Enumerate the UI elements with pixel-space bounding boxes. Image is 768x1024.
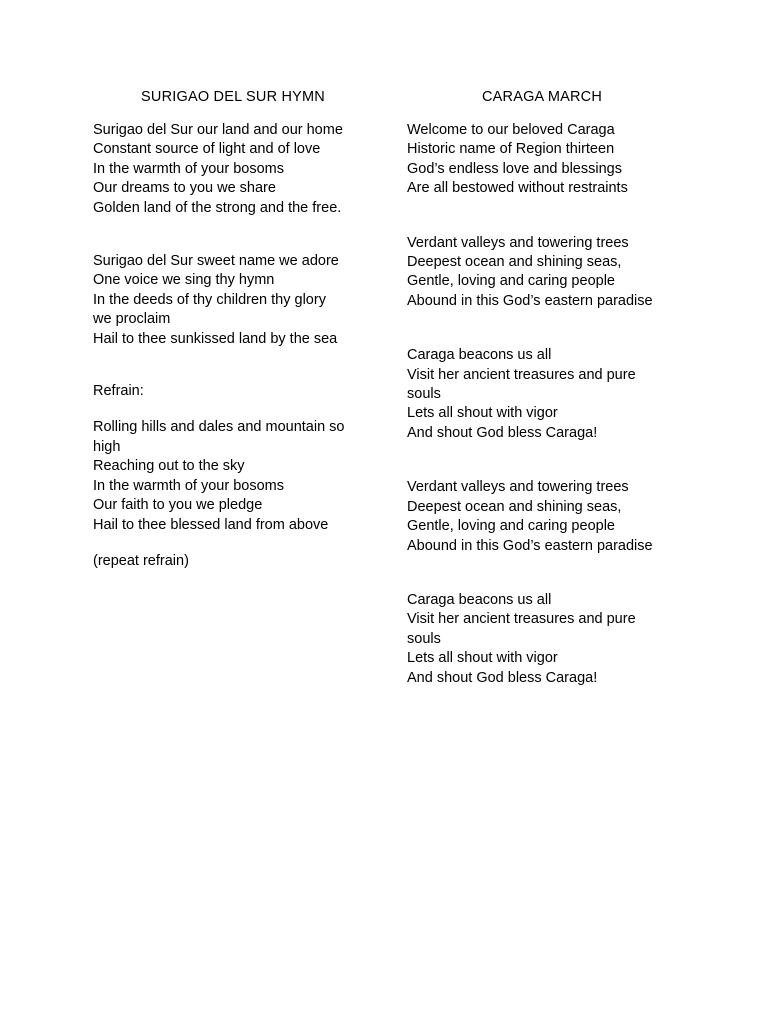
lyric-line: Reaching out to the sky bbox=[93, 458, 245, 475]
caraga-stanza-5 bbox=[407, 591, 697, 688]
lyric-line: Caraga beacons us all bbox=[407, 591, 552, 608]
lyric-line: Lets all shout with vigor bbox=[407, 650, 558, 667]
lyric-line: Surigao del Sur our land and our home bbox=[93, 122, 343, 138]
lyric-line: Our dreams to you we share bbox=[93, 180, 276, 197]
lyric-line: Visit her ancient treasures and pure bbox=[407, 611, 636, 628]
lyric-line: Abound in this God’s eastern paradise bbox=[407, 537, 653, 554]
lyric-line: Caraga beacons us all bbox=[407, 347, 552, 364]
lyric-line: Deepest ocean and shining seas, bbox=[407, 254, 622, 271]
lyric-line: And shout God bless Caraga! bbox=[407, 424, 598, 441]
surigao-hymn-title: SURIGAO DEL SUR HYMN bbox=[141, 89, 325, 105]
lyric-line: Constant source of light and of love bbox=[93, 141, 321, 158]
lyric-line: Are all bestowed without restraints bbox=[407, 180, 628, 197]
lyric-line: One voice we sing thy hymn bbox=[93, 272, 275, 289]
lyric-line: Abound in this God’s eastern paradise bbox=[407, 292, 653, 309]
lyric-line: Deepest ocean and shining seas, bbox=[407, 498, 622, 515]
lyric-line: Surigao del Sur sweet name we adore bbox=[93, 253, 339, 270]
repeat-refrain-note: (repeat refrain) bbox=[93, 552, 189, 569]
lyric-line: Hail to thee blessed land from above bbox=[93, 516, 329, 533]
refrain-label: Refrain: bbox=[93, 383, 144, 400]
lyric-line: God’s endless love and blessings bbox=[407, 160, 622, 177]
lyric-line: souls bbox=[407, 386, 441, 403]
lyric-line: souls bbox=[407, 630, 441, 647]
lyric-line: Welcome to our beloved Caraga bbox=[407, 122, 615, 138]
lyric-line: In the warmth of your bosoms bbox=[93, 477, 284, 494]
lyric-line: Verdant valleys and towering trees bbox=[407, 234, 629, 251]
caraga-march-column bbox=[407, 88, 697, 688]
caraga-stanza-4 bbox=[407, 478, 697, 556]
caraga-stanza-1 bbox=[407, 121, 697, 199]
refrain-label-block bbox=[93, 382, 383, 401]
lyric-line: And shout God bless Caraga! bbox=[407, 669, 598, 686]
lyric-line: Verdant valleys and towering trees bbox=[407, 479, 629, 496]
lyric-line: Gentle, loving and caring people bbox=[407, 273, 615, 290]
lyric-line: Lets all shout with vigor bbox=[407, 405, 558, 422]
caraga-stanza-2 bbox=[407, 234, 697, 312]
surigao-stanza-2 bbox=[93, 252, 383, 349]
lyric-line: Historic name of Region thirteen bbox=[407, 141, 615, 158]
lyric-line: Gentle, loving and caring people bbox=[407, 518, 615, 535]
surigao-hymn-column bbox=[93, 88, 383, 571]
caraga-stanza-3 bbox=[407, 346, 697, 443]
lyric-line: Our faith to you we pledge bbox=[93, 497, 263, 514]
lyric-line: we proclaim bbox=[93, 311, 171, 328]
lyric-line: Rolling hills and dales and mountain so bbox=[93, 419, 345, 436]
lyric-line: In the warmth of your bosoms bbox=[93, 160, 284, 177]
repeat-note-block bbox=[93, 552, 383, 571]
lyric-line: Golden land of the strong and the free. bbox=[93, 199, 342, 216]
lyric-line: Hail to thee sunkissed land by the sea bbox=[93, 330, 338, 347]
lyric-line: In the deeds of thy children thy glory bbox=[93, 291, 326, 308]
surigao-stanza-1 bbox=[93, 121, 383, 218]
lyric-line: Visit her ancient treasures and pure bbox=[407, 366, 636, 383]
caraga-march-title: CARAGA MARCH bbox=[481, 89, 603, 105]
surigao-refrain bbox=[93, 418, 383, 534]
lyric-line: high bbox=[93, 438, 121, 455]
